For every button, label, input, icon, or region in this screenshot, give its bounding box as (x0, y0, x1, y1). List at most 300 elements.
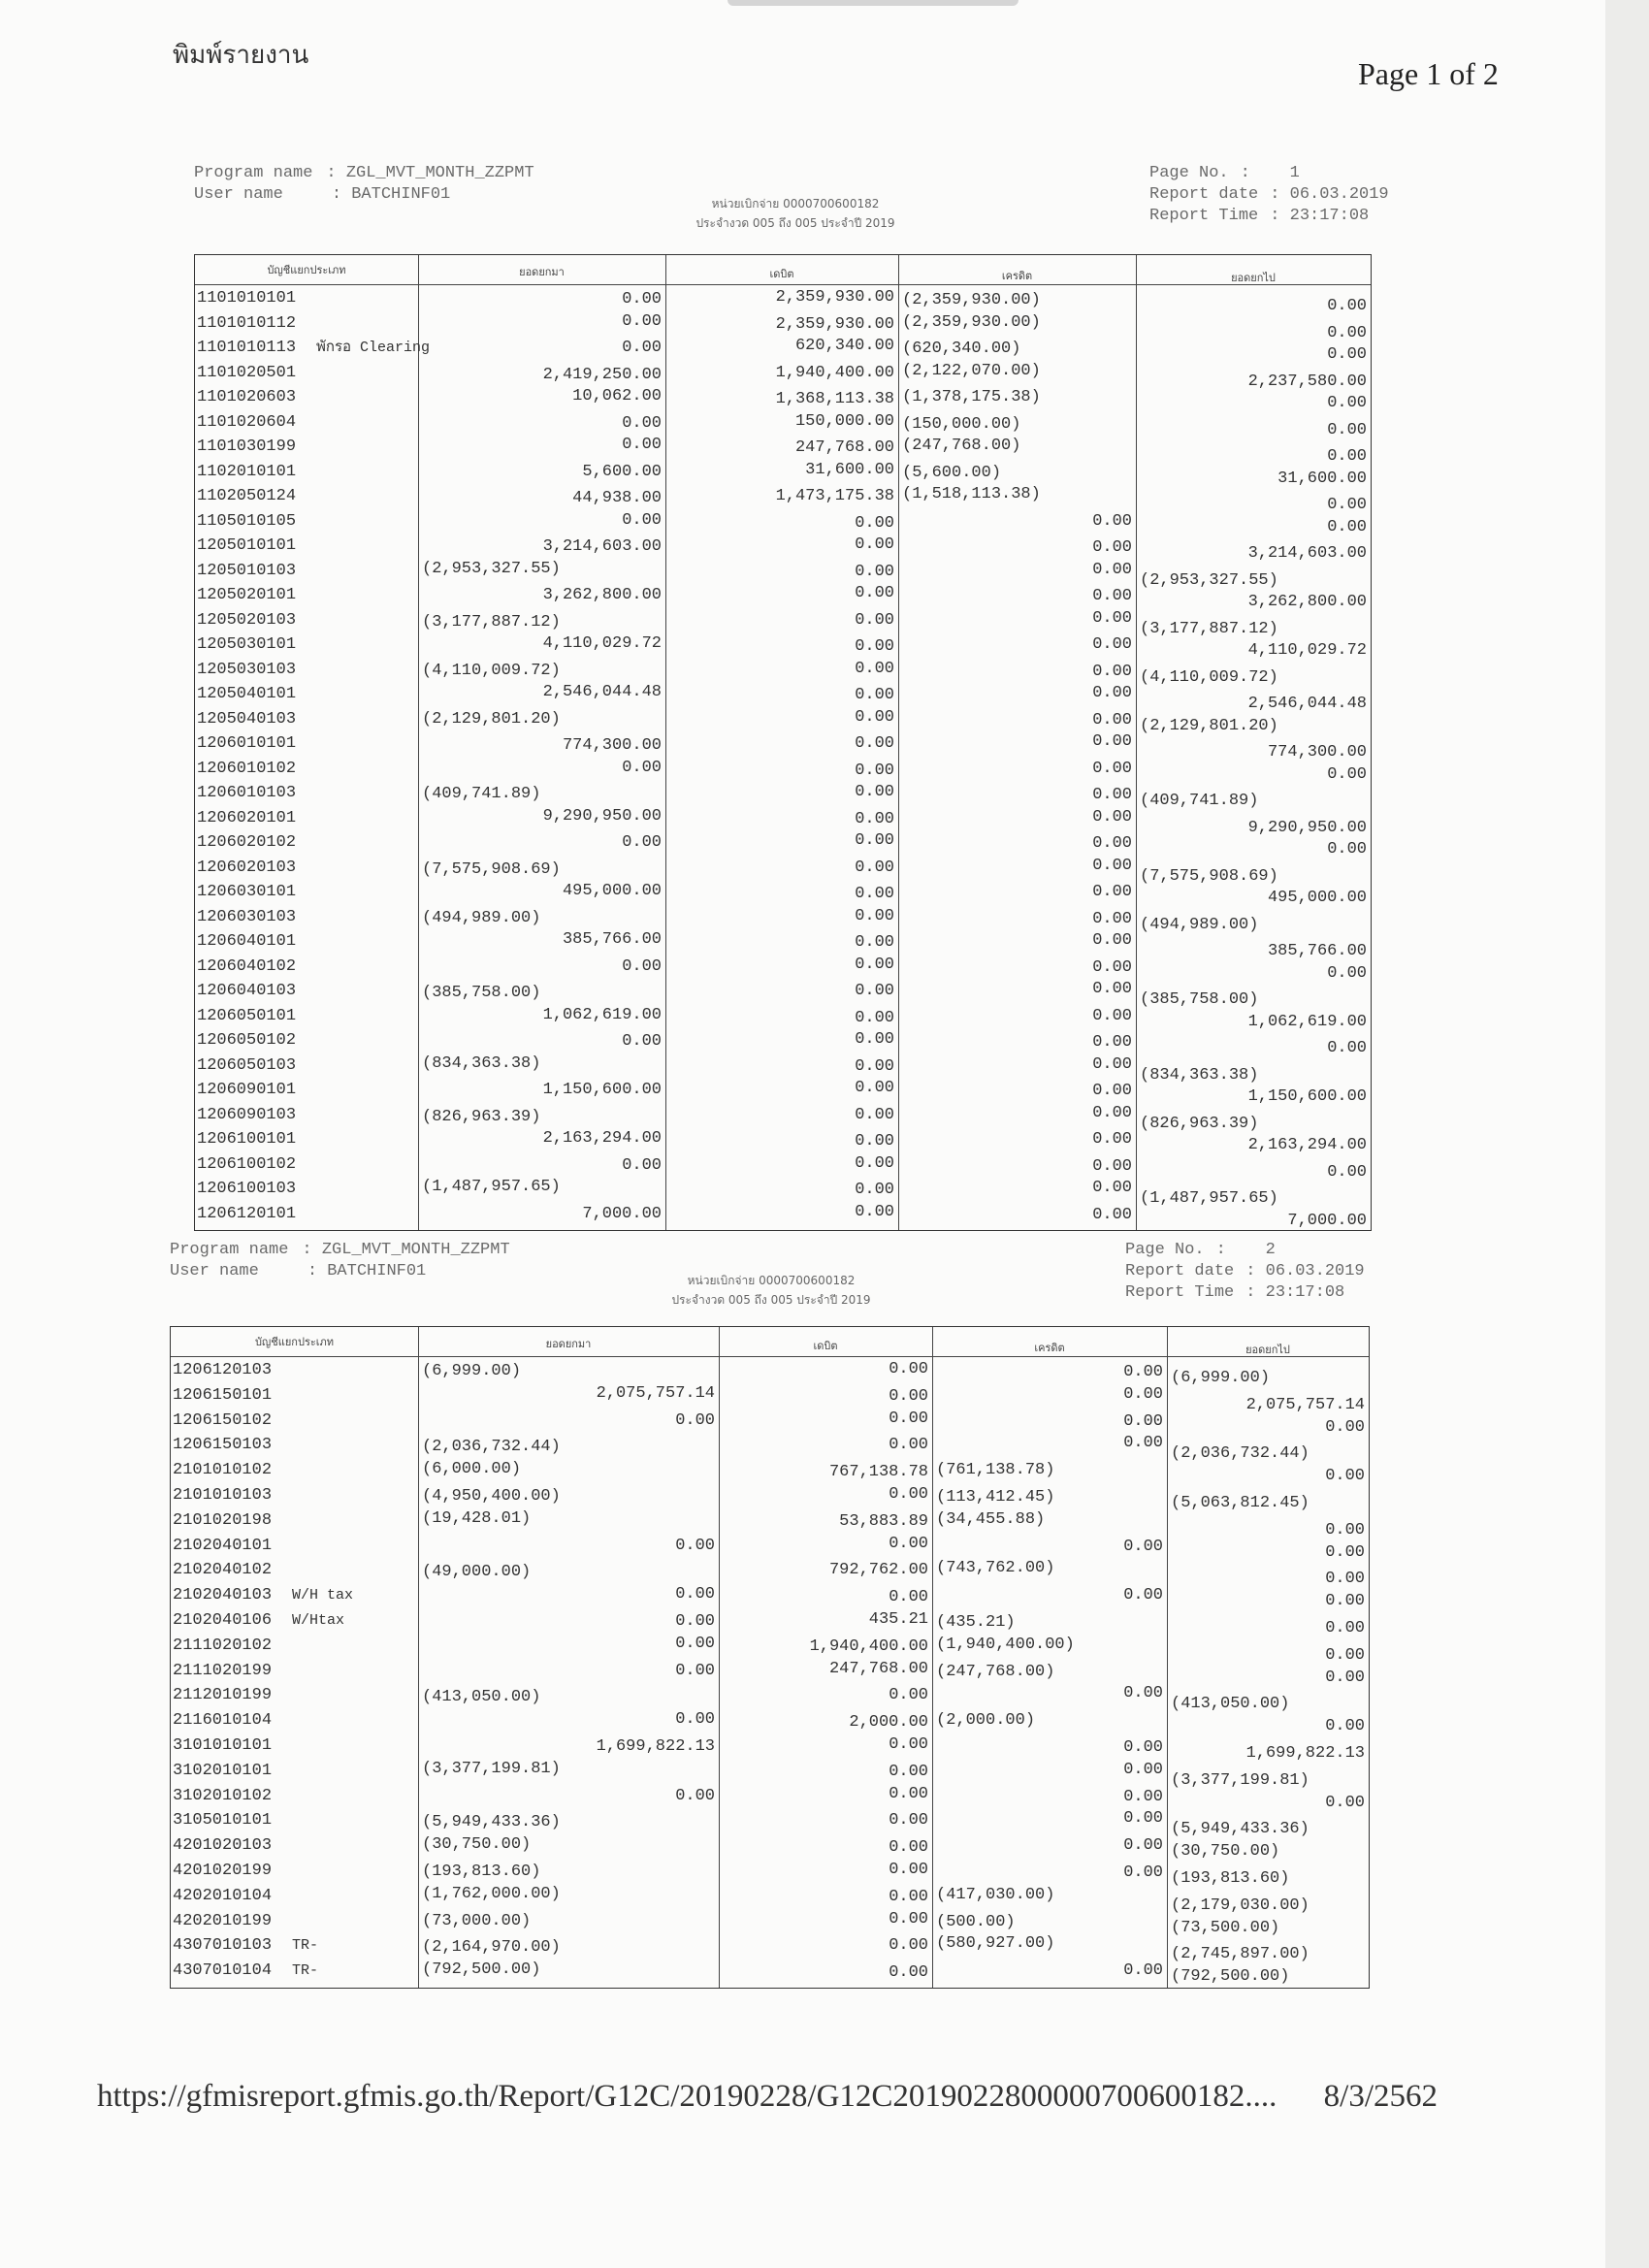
account-code: 1206010101 (197, 734, 297, 753)
debit-value: 792,762.00 (828, 1561, 928, 1580)
credit-value: 0.00 (1123, 1384, 1163, 1404)
carried-forward-value: (3,377,199.81) (1171, 1770, 1310, 1790)
brought-forward-value: (2,164,970.00) (422, 1938, 561, 1958)
table-row (195, 583, 1371, 611)
account-code: 1206120101 (197, 1204, 297, 1223)
account-code: 2102040101 (173, 1536, 273, 1555)
account-code: 1205020103 (197, 610, 297, 630)
account-code: 1105010105 (197, 511, 297, 531)
brought-forward-value: 0.00 (622, 311, 662, 331)
account-code: 1205040101 (197, 685, 297, 703)
debit-value: 0.00 (855, 761, 894, 780)
credit-value: (1,940,400.00) (936, 1635, 1075, 1654)
brought-forward-value: 495,000.00 (562, 882, 662, 900)
account-code: 2101020198 (173, 1510, 273, 1530)
debit-value: 0.00 (855, 1079, 894, 1097)
credit-value: (435.21) (936, 1613, 1016, 1632)
table-row (171, 1683, 1369, 1714)
brought-forward-value: 3,214,603.00 (542, 537, 662, 556)
table-row (195, 781, 1371, 810)
debit-value: 0.00 (855, 1030, 894, 1049)
account-code: 1206050102 (197, 1031, 297, 1050)
table-row (195, 731, 1371, 761)
account-name: พักรอ Clearing (316, 340, 431, 356)
credit-value: (2,359,930.00) (902, 291, 1041, 309)
account-code: 2102040103 (173, 1586, 273, 1605)
col-carried-forward-header: ยอดยกไป (1231, 272, 1276, 284)
credit-value: (500.00) (936, 1912, 1016, 1931)
credit-value: 0.00 (1092, 608, 1132, 628)
brought-forward-value: 1,699,822.13 (596, 1737, 715, 1756)
credit-value: 0.00 (1123, 1586, 1163, 1605)
debit-value: 0.00 (855, 535, 894, 554)
debit-value: 0.00 (889, 1735, 928, 1754)
account-code: 1206020103 (197, 858, 297, 877)
account-name: W/Htax (292, 1612, 345, 1629)
debit-value: 0.00 (855, 933, 894, 952)
user-name-value: : BATCHINF01 (307, 1262, 427, 1280)
table-row (195, 385, 1371, 410)
brought-forward-value: 0.00 (622, 956, 662, 976)
table-row (195, 1053, 1371, 1085)
brought-forward-value: (4,110,009.72) (422, 661, 561, 680)
debit-value: 435.21 (868, 1610, 928, 1629)
report-date-line (1125, 1261, 1365, 1282)
table-row (171, 1859, 1369, 1888)
account-code: 1206090101 (197, 1081, 297, 1099)
debit-value: 0.00 (855, 686, 894, 704)
account-code: 2111020199 (173, 1661, 273, 1680)
debit-value: 2,359,930.00 (775, 288, 894, 307)
table-row (195, 1202, 1371, 1230)
debit-value: 150,000.00 (794, 411, 894, 431)
table-row (195, 929, 1371, 960)
carried-forward-value: 2,075,757.14 (1245, 1395, 1365, 1414)
credit-value: 0.00 (1092, 1033, 1132, 1052)
account-code: 2102040102 (173, 1561, 273, 1580)
brought-forward-value: 0.00 (622, 1032, 662, 1051)
debit-value: 0.00 (889, 1360, 928, 1378)
debit-value: 0.00 (855, 637, 894, 656)
table-row (171, 1808, 1369, 1839)
debit-value: 0.00 (889, 1762, 928, 1781)
credit-value: 0.00 (1092, 560, 1132, 579)
table-row (171, 1784, 1369, 1812)
table-row (171, 1508, 1369, 1539)
carried-forward-value: 0.00 (1327, 394, 1367, 412)
credit-value: 0.00 (1092, 786, 1132, 804)
credit-value: 0.00 (1123, 1684, 1163, 1703)
account-code: 1206150103 (173, 1436, 273, 1455)
table-row (195, 1103, 1371, 1133)
table-row (171, 1483, 1369, 1512)
credit-value: 0.00 (1092, 1130, 1132, 1149)
account-code: 1102050124 (197, 487, 297, 505)
brought-forward-value: 0.00 (622, 339, 662, 357)
brought-forward-value: (7,575,908.69) (422, 859, 561, 879)
ledger-table (194, 254, 1372, 1231)
col-debit-header: เดบิต (813, 1340, 838, 1352)
carried-forward-value: 0.00 (1327, 1162, 1367, 1182)
credit-value: (5,600.00) (902, 463, 1002, 482)
brought-forward-value: 0.00 (675, 1710, 715, 1730)
report-period: ประจำงวด 005 ถึง 005 ประจำปี 2019 (695, 216, 895, 230)
carried-forward-value: 3,214,603.00 (1247, 544, 1367, 563)
brought-forward-value: 0.00 (675, 1536, 715, 1555)
brought-forward-value: 9,290,950.00 (542, 806, 662, 826)
col-account-header: บัญชีแยกประเภท (254, 1336, 335, 1348)
credit-value: 0.00 (1092, 759, 1132, 778)
account-code: 2101010103 (173, 1486, 273, 1505)
carried-forward-value: (494,989.00) (1140, 915, 1259, 934)
credit-value: 0.00 (1092, 807, 1132, 826)
debit-value: 247,768.00 (794, 438, 894, 457)
table-row (195, 955, 1371, 983)
brought-forward-value: (2,036,732.44) (422, 1438, 561, 1457)
debit-value: 0.00 (889, 1784, 928, 1803)
account-code: 1101030199 (197, 437, 297, 456)
user-name-label: User name (170, 1262, 259, 1280)
brought-forward-value: (193,813.60) (422, 1863, 541, 1881)
disbursing-unit: หน่วยเบิกจ่าย 0000700600182 (711, 197, 880, 211)
debit-value: 0.00 (855, 707, 894, 727)
debit-value: 53,883.89 (839, 1511, 928, 1531)
brought-forward-value: 0.00 (675, 1410, 715, 1430)
account-code: 1101010113 (197, 339, 297, 357)
table-row (195, 856, 1371, 886)
brought-forward-value: 0.00 (622, 833, 662, 852)
carried-forward-value: (1,487,957.65) (1140, 1189, 1278, 1208)
account-code: 1101020603 (197, 388, 297, 406)
debit-value: 0.00 (855, 1132, 894, 1150)
brought-forward-value: 1,150,600.00 (542, 1081, 662, 1099)
credit-value: 0.00 (1123, 1738, 1163, 1757)
page-number-line (1125, 1240, 1276, 1261)
brought-forward-value: (2,953,327.55) (422, 559, 561, 578)
credit-value: 0.00 (1092, 662, 1132, 681)
debit-value: 0.00 (855, 1008, 894, 1027)
brought-forward-value: 0.00 (622, 1155, 662, 1175)
credit-value: (2,359,930.00) (902, 312, 1041, 332)
account-code: 1205030103 (197, 660, 297, 679)
debit-value: 0.00 (889, 1534, 928, 1553)
credit-value: 0.00 (1092, 511, 1132, 531)
table-row (195, 361, 1371, 391)
carried-forward-value: 0.00 (1327, 840, 1367, 859)
carried-forward-value: (413,050.00) (1171, 1695, 1290, 1714)
credit-value: 0.00 (1092, 710, 1132, 729)
carried-forward-value: 0.00 (1327, 963, 1367, 983)
credit-value: 0.00 (1092, 538, 1132, 557)
carried-forward-value: 0.00 (1327, 517, 1367, 536)
table-row (195, 979, 1371, 1009)
table-row (171, 1608, 1369, 1637)
account-code: 2102040106 (173, 1611, 273, 1630)
carried-forward-value: 0.00 (1325, 1645, 1365, 1665)
account-code: 1101010101 (197, 289, 297, 308)
account-name: TR- (292, 1962, 319, 1980)
credit-value: (2,122,070.00) (902, 361, 1041, 380)
ledger-table (170, 1326, 1370, 1989)
debit-value: 0.00 (855, 659, 894, 678)
table-row (195, 608, 1371, 638)
carried-forward-value: (2,179,030.00) (1171, 1895, 1310, 1915)
brought-forward-value: 774,300.00 (562, 736, 662, 755)
account-code: 4307010103 (173, 1936, 273, 1956)
debit-value: 0.00 (889, 1861, 928, 1879)
account-code: 1206120103 (173, 1361, 273, 1379)
table-row (195, 286, 1371, 315)
report-time-line (1149, 206, 1369, 227)
credit-value: 0.00 (1092, 1205, 1132, 1224)
brought-forward-value: 2,419,250.00 (542, 365, 662, 384)
brought-forward-value: (2,129,801.20) (422, 709, 561, 729)
account-code: 1206030103 (197, 907, 297, 926)
credit-value: 0.00 (1092, 684, 1132, 702)
brought-forward-value: (409,741.89) (422, 785, 541, 803)
account-code: 1205010103 (197, 561, 297, 580)
account-code: 1102010101 (197, 462, 297, 481)
brought-forward-value: 0.00 (622, 758, 662, 777)
program-name-value: : ZGL_MVT_MONTH_ZZPMT (326, 164, 534, 182)
report-date-label: Report date (1149, 185, 1259, 204)
debit-value: 0.00 (855, 562, 894, 581)
account-code: 1206150102 (173, 1410, 273, 1430)
carried-forward-value: 0.00 (1325, 1793, 1365, 1812)
debit-value: 0.00 (889, 1838, 928, 1858)
debit-value: 0.00 (855, 734, 894, 753)
account-code: 4201020103 (173, 1836, 273, 1856)
brought-forward-value: 5,600.00 (582, 462, 662, 481)
page-number-label: Page No. (1125, 1241, 1205, 1259)
brought-forward-value: 0.00 (675, 1634, 715, 1653)
table-row (195, 534, 1371, 563)
debit-value: 0.00 (855, 1056, 894, 1076)
account-code: 3105010101 (173, 1811, 273, 1831)
brought-forward-value: 4,110,029.72 (542, 634, 662, 653)
brought-forward-value: 10,062.00 (572, 387, 662, 405)
table-row (195, 1152, 1371, 1182)
debit-value: 1,473,175.38 (775, 487, 894, 505)
credit-value: 0.00 (1123, 1411, 1163, 1431)
debit-value: 0.00 (855, 1105, 894, 1124)
credit-value: (1,518,113.38) (902, 485, 1041, 503)
account-code: 2116010104 (173, 1711, 273, 1731)
carried-forward-value: (30,750.00) (1171, 1842, 1280, 1862)
col-credit-header: เครดิต (1034, 1342, 1065, 1354)
brought-forward-value: (49,000.00) (422, 1563, 532, 1582)
account-code: 1101020501 (197, 363, 297, 382)
account-code: 3102010102 (173, 1786, 273, 1805)
table-row (195, 682, 1371, 713)
debit-value: 0.00 (855, 513, 894, 533)
debit-value: 0.00 (855, 982, 894, 1000)
carried-forward-value: 7,000.00 (1287, 1211, 1367, 1230)
brought-forward-value: 0.00 (622, 413, 662, 433)
table-row (195, 484, 1371, 514)
brought-forward-value: (73,000.00) (422, 1911, 532, 1930)
carried-forward-value: (2,745,897.00) (1171, 1945, 1310, 1964)
debit-value: 1,940,400.00 (775, 363, 894, 382)
carried-forward-value: (5,063,812.45) (1171, 1494, 1310, 1512)
table-row (195, 707, 1371, 735)
debit-value: 0.00 (889, 1436, 928, 1455)
table-row (171, 1959, 1369, 1987)
debit-value: 767,138.78 (828, 1463, 928, 1482)
col-carried-forward-header: ยอดยกไป (1245, 1344, 1290, 1356)
account-code: 1206040103 (197, 982, 297, 1000)
page-number-label: Page No. (1149, 164, 1229, 182)
credit-value: 0.00 (1092, 1103, 1132, 1122)
table-row (171, 1884, 1369, 1915)
report-time-label: Report Time (1149, 207, 1259, 225)
table-row (171, 1733, 1369, 1763)
page-number-line (1149, 163, 1300, 184)
table-row (171, 1909, 1369, 1937)
carried-forward-value: 0.00 (1327, 323, 1367, 342)
account-code: 1206050103 (197, 1055, 297, 1075)
table-row (195, 757, 1371, 782)
report-date-value: : 06.03.2019 (1245, 1262, 1365, 1280)
credit-value: (761,138.78) (936, 1461, 1055, 1480)
print-page-label: Page 1 of 2 (1358, 56, 1499, 91)
account-code: 1206090103 (197, 1105, 297, 1124)
carried-forward-value: 2,546,044.48 (1247, 695, 1367, 713)
credit-value: 0.00 (1092, 1082, 1132, 1100)
credit-value: 0.00 (1092, 931, 1132, 950)
carried-forward-value: 0.00 (1327, 1039, 1367, 1057)
carried-forward-value: 0.00 (1325, 1417, 1365, 1437)
debit-value: 0.00 (889, 1963, 928, 1983)
table-row (195, 806, 1371, 837)
carried-forward-value: 495,000.00 (1267, 889, 1367, 907)
table-row (195, 1028, 1371, 1057)
debit-value: 0.00 (855, 783, 894, 801)
debit-value: 0.00 (889, 1909, 928, 1928)
carried-forward-value: (6,999.00) (1171, 1369, 1271, 1387)
report-period: ประจำงวด 005 ถึง 005 ประจำปี 2019 (671, 1293, 871, 1307)
debit-value: 0.00 (855, 906, 894, 925)
carried-forward-value: 0.00 (1325, 1592, 1365, 1611)
brought-forward-value: 7,000.00 (582, 1204, 662, 1223)
credit-value: 0.00 (1123, 1863, 1163, 1882)
table-row (195, 559, 1371, 590)
table-row (171, 1558, 1369, 1589)
user-name-line (194, 184, 450, 206)
account-code: 1206040102 (197, 956, 297, 976)
brought-forward-value: (834,363.38) (422, 1053, 541, 1073)
carried-forward-value: 0.00 (1327, 345, 1367, 364)
credit-value: 0.00 (1092, 587, 1132, 605)
credit-value: (743,762.00) (936, 1559, 1055, 1578)
report-date-value: : 06.03.2019 (1270, 185, 1389, 204)
table-row (171, 1634, 1369, 1665)
credit-value: (620,340.00) (902, 340, 1021, 358)
account-code: 1101020604 (197, 412, 297, 432)
brought-forward-value: (30,750.00) (422, 1835, 532, 1855)
table-row (171, 1933, 1369, 1964)
account-code: 4202010104 (173, 1886, 273, 1905)
carried-forward-value: 31,600.00 (1277, 469, 1367, 488)
debit-value: 620,340.00 (794, 337, 894, 355)
carried-forward-value: (3,177,887.12) (1140, 619, 1278, 638)
carried-forward-value: (409,741.89) (1140, 792, 1259, 810)
credit-value: 0.00 (1092, 980, 1132, 998)
report-date-label: Report date (1125, 1262, 1235, 1280)
table-row (195, 1078, 1371, 1106)
carried-forward-value: 9,290,950.00 (1247, 818, 1367, 837)
brought-forward-value: 0.00 (675, 1661, 715, 1680)
credit-value: 0.00 (1092, 883, 1132, 901)
debit-value: 0.00 (889, 1811, 928, 1831)
credit-value: 0.00 (1123, 1809, 1163, 1829)
debit-value: 0.00 (855, 1181, 894, 1199)
brought-forward-value: 0.00 (675, 1612, 715, 1631)
credit-value: (247,768.00) (902, 437, 1021, 455)
table-row (171, 1833, 1369, 1862)
carried-forward-value: (193,813.60) (1171, 1869, 1290, 1888)
carried-forward-value: 2,237,580.00 (1247, 372, 1367, 391)
debit-value: 0.00 (889, 1686, 928, 1705)
account-code: 1205040103 (197, 709, 297, 729)
carried-forward-value: 4,110,029.72 (1247, 641, 1367, 660)
account-code: 1101010112 (197, 313, 297, 333)
carried-forward-value: 0.00 (1325, 1570, 1365, 1589)
table-row (195, 1177, 1371, 1208)
account-code: 4201020199 (173, 1862, 273, 1880)
carried-forward-value: 0.00 (1327, 420, 1367, 439)
report-center-header (626, 1271, 917, 1310)
carried-forward-value: (792,500.00) (1171, 1967, 1290, 1987)
table-row (171, 1659, 1369, 1687)
credit-value: 0.00 (1123, 1537, 1163, 1556)
debit-value: 247,768.00 (828, 1659, 928, 1678)
brought-forward-value: (792,500.00) (422, 1960, 541, 1980)
table-row (195, 460, 1371, 488)
brought-forward-value: (6,999.00) (422, 1362, 522, 1380)
credit-value: 0.00 (1092, 856, 1132, 875)
debit-value: 0.00 (855, 584, 894, 602)
carried-forward-value: (2,036,732.44) (1171, 1444, 1310, 1464)
credit-value: (2,000.00) (936, 1711, 1036, 1731)
brought-forward-value: 385,766.00 (562, 930, 662, 949)
table-row (195, 509, 1371, 535)
carried-forward-value: (834,363.38) (1140, 1065, 1259, 1085)
report-time-value: : 23:17:08 (1270, 207, 1370, 225)
brought-forward-value: 44,938.00 (572, 489, 662, 507)
brought-forward-value: (385,758.00) (422, 984, 541, 1002)
page-number-value: : 2 (1215, 1241, 1276, 1259)
debit-value: 0.00 (889, 1386, 928, 1406)
user-name-line (170, 1261, 426, 1282)
debit-value: 2,359,930.00 (775, 314, 894, 334)
disbursing-unit: หน่วยเบิกจ่าย 0000700600182 (687, 1274, 856, 1287)
account-code: 1205010101 (197, 536, 297, 555)
debit-value: 0.00 (855, 955, 894, 974)
credit-value: 0.00 (1092, 1054, 1132, 1074)
carried-forward-value: 3,262,800.00 (1247, 593, 1367, 611)
carried-forward-value: 0.00 (1327, 764, 1367, 784)
debit-value: 31,600.00 (805, 460, 894, 479)
table-row (195, 336, 1371, 364)
credit-value: 0.00 (1123, 1961, 1163, 1981)
brought-forward-value: (826,963.39) (422, 1107, 541, 1126)
account-code: 1206050101 (197, 1006, 297, 1025)
print-footer (97, 2079, 1438, 2115)
brought-forward-value: (494,989.00) (422, 908, 541, 927)
brought-forward-value: (3,177,887.12) (422, 612, 561, 632)
account-code: 1206100101 (197, 1130, 297, 1149)
